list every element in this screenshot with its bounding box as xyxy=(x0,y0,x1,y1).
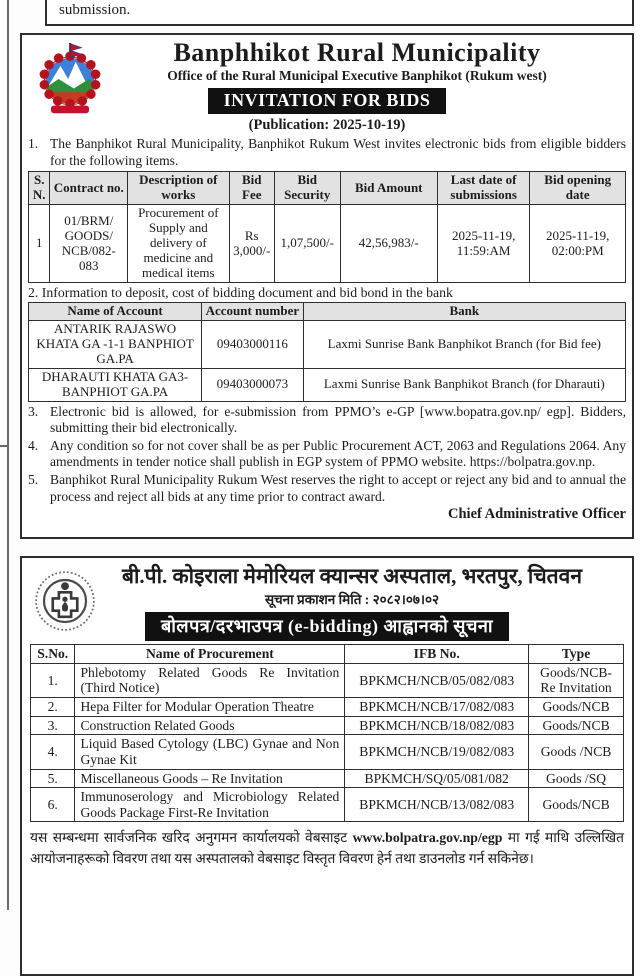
table-cell: BPKMCH/NCB/19/082/083 xyxy=(345,735,529,769)
table-row xyxy=(31,769,624,788)
table-cell: Goods/NCB xyxy=(529,788,624,822)
table-cell: 09403000116 xyxy=(202,320,303,368)
table-cell: Immunoserology and Microbiology Related Goods Package First-Re Invitation xyxy=(75,788,345,822)
table-row xyxy=(29,205,626,283)
table-cell: Goods/NCB xyxy=(529,698,624,717)
list-text: Banphikot Rural Municipality Rukum West reserves the right to accept or reject any bid and to annual the process and reject all bids at any time prior to contract award. xyxy=(50,471,626,504)
municipality-title: Banphhikot Rural Municipality xyxy=(173,38,541,67)
table-cell: BPKMCH/NCB/05/082/083 xyxy=(345,663,529,697)
table-cell: 1,07,500/- xyxy=(274,205,340,283)
table-row xyxy=(29,320,626,368)
table-cell: 1 xyxy=(29,205,50,283)
list-item-3 xyxy=(28,404,626,437)
newspaper-column-tick xyxy=(0,445,9,447)
column-header: Contract no. xyxy=(50,172,128,205)
table-cell: BPKMCH/NCB/17/082/083 xyxy=(345,698,529,717)
previous-notice-text: submission. xyxy=(59,2,131,18)
list-number: 1. xyxy=(28,136,39,152)
column-header: Last date of submissions xyxy=(437,172,530,205)
column-header: Bank xyxy=(303,303,625,321)
table-cell: Laxmi Sunrise Bank Banphikot Branch (for Bid fee) xyxy=(303,320,625,368)
column-header: Account number xyxy=(202,303,303,321)
column-header: IFB No. xyxy=(345,645,529,664)
table-cell: Miscellaneous Goods – Re Invitation xyxy=(75,769,345,788)
table-cell: 6. xyxy=(31,788,75,822)
list-item-5 xyxy=(28,472,626,505)
table-cell: 2025-11-19, 11:59:AM xyxy=(437,205,530,283)
table-cell: 3. xyxy=(31,716,75,735)
municipality-subtitle: Office of the Rural Municipal Executive Banphikot (Rukum west) xyxy=(167,68,547,84)
notice-footer-text xyxy=(30,828,624,869)
table-cell: 2025-11-19, 02:00:PM xyxy=(530,205,626,283)
table-cell: 4. xyxy=(31,735,75,769)
table-row xyxy=(31,788,624,822)
column-header: Type xyxy=(529,645,624,664)
column-header: Bid Fee xyxy=(229,172,274,205)
table-cell: 2. xyxy=(31,698,75,717)
hospital-emblem-icon xyxy=(30,566,100,636)
list-item-1 xyxy=(28,136,626,169)
table-cell: Phlebotomy Related Goods Re Invitation (Third Notice) xyxy=(75,663,345,697)
table-cell: 5. xyxy=(31,769,75,788)
invitation-for-bids-notice xyxy=(20,33,634,539)
list-text: Electronic bid is allowed, for e-submission from PPMO’s e-GP [www.bopatra.gov.np/ egp]. Bidders, submitting their bid electronically. xyxy=(50,403,626,436)
signatory-title: Chief Administrative Officer xyxy=(448,506,626,523)
table-cell: Procurement of Supply and delivery of medicine and medical items xyxy=(128,205,229,283)
table-cell: Laxmi Sunrise Bank Banphikot Branch (for Dharauti) xyxy=(303,368,625,401)
column-header: Name of Procurement xyxy=(75,645,345,664)
table-cell: 09403000073 xyxy=(202,368,303,401)
bank-accounts-table xyxy=(28,302,626,402)
column-header: Bid Amount xyxy=(340,172,437,205)
footer-text-pre: यस सम्बन्धमा सार्वजनिक खरिद अनुगमन कार्यालयको वेबसाइट xyxy=(30,830,353,846)
table-cell: 01/BRM/ GOODS/ NCB/082-083 xyxy=(50,205,128,283)
table-row xyxy=(31,698,624,717)
table-row xyxy=(31,716,624,735)
table-cell: Rs 3,000/- xyxy=(229,205,274,283)
table-cell: BPKMCH/NCB/13/082/083 xyxy=(345,788,529,822)
column-header: Bid opening date xyxy=(530,172,626,205)
nepal-government-emblem-icon xyxy=(32,41,108,117)
procurement-table xyxy=(30,644,624,822)
list-item-4 xyxy=(28,438,626,471)
table-row xyxy=(31,735,624,769)
column-header: Bid Security xyxy=(274,172,340,205)
previous-notice-fragment xyxy=(45,0,634,26)
table-row xyxy=(29,368,626,401)
list-number: 3. xyxy=(28,403,39,419)
table-cell: Goods /NCB xyxy=(529,735,624,769)
table-cell: Goods/NCB- Re Invitation xyxy=(529,663,624,697)
table-cell: Hepa Filter for Modular Operation Theatre xyxy=(75,698,345,717)
ebidding-banner: बोलपत्र/दरभाउपत्र (e-bidding) आह्वानको सूचना xyxy=(145,612,509,641)
column-header: Name of Account xyxy=(29,303,202,321)
notice-publication-date: सूचना प्रकाशन मिति : २०८२।०७।०२ xyxy=(264,592,440,608)
ebidding-notice xyxy=(20,556,634,976)
table-cell: 42,56,983/- xyxy=(340,205,437,283)
table-cell: Liquid Based Cytology (LBC) Gynae and Non Gynae Kit xyxy=(75,735,345,769)
column-header: S. N. xyxy=(29,172,50,205)
table-cell: BPKMCH/NCB/18/082/083 xyxy=(345,716,529,735)
bid-details-table xyxy=(28,171,626,283)
table-cell: DHARAUTI KHATA GA3- BANPHIOT GA.PA xyxy=(29,368,202,401)
hospital-title: बी.पी. कोइराला मेमोरियल क्यान्सर अस्पताल, भरतपुर, चितवन xyxy=(122,564,582,588)
table-cell: Construction Related Goods xyxy=(75,716,345,735)
list-text: Any condition so for not cover shall be as per Public Procurement ACT, 2063 and Regulations 2064. Any amendments in tender notice shall publish in EGP system of PPMO website. https://bolpatra.gov.np. xyxy=(50,437,626,470)
table-cell: Goods /SQ xyxy=(529,769,624,788)
list-number: 4. xyxy=(28,437,39,453)
column-header: S.No. xyxy=(31,645,75,664)
bolpatra-url: www.bolpatra.gov.np/egp xyxy=(352,830,503,846)
list-number: 5. xyxy=(28,471,39,487)
footer-text-post: मा गई माथि उल्लिखित आयोजनाहरूको विवरण तथा यस अस्पतालको वेबसाइट विस्तृत विवरण हेर्न तथा डाउनलोड गर्न सकिनेछ। xyxy=(30,830,625,867)
table-cell: BPKMCH/SQ/05/081/082 xyxy=(345,769,529,788)
table-cell: 1. xyxy=(31,663,75,697)
newspaper-column-rule xyxy=(7,0,9,910)
list-text: The Banphikot Rural Municipality, Banphikot Rukum West invites electronic bids from eligible bidders for the following items. xyxy=(50,136,626,168)
table-cell: Goods/NCB xyxy=(529,716,624,735)
column-header: Description of works xyxy=(128,172,229,205)
invitation-banner: INVITATION FOR BIDS xyxy=(208,88,447,114)
table-row xyxy=(31,663,624,697)
publication-date: (Publication: 2025-10-19) xyxy=(248,117,406,134)
table-cell: ANTARIK RAJASWO KHATA GA -1-1 BANPHIOT GA.PA xyxy=(29,320,202,368)
list-item-2: 2. Information to deposit, cost of bidding document and bid bond in the bank xyxy=(28,285,453,301)
